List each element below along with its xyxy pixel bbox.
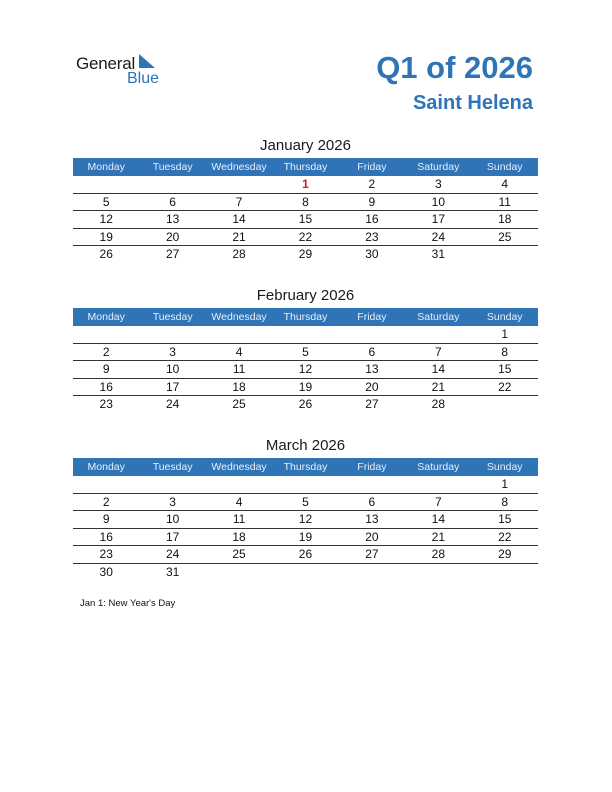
weekday-header xyxy=(73,458,538,476)
day-cell: 17 xyxy=(165,379,180,394)
week-row xyxy=(73,344,538,362)
day-cell: 20 xyxy=(365,529,379,544)
day-cell: 14 xyxy=(232,212,246,226)
weekday-label: Wednesday xyxy=(211,461,267,473)
day-cell xyxy=(472,246,538,263)
week-row xyxy=(73,326,538,344)
day-cell: 12 xyxy=(298,512,313,526)
day-cell: 20 xyxy=(365,379,379,394)
day-cell: 2 xyxy=(102,344,110,359)
day-cell: 2 xyxy=(102,494,110,509)
weekday-label: Wednesday xyxy=(211,161,267,173)
page-title: Q1 of 2026 xyxy=(376,50,533,85)
weekday-label: Saturday xyxy=(417,311,460,323)
day-cell: 25 xyxy=(232,547,246,561)
week-row xyxy=(73,476,538,494)
day-cell xyxy=(206,476,272,493)
day-cell: 7 xyxy=(434,344,442,359)
day-cell: 19 xyxy=(298,529,313,544)
day-cell: 15 xyxy=(498,512,512,526)
month-title: March 2026 xyxy=(265,437,346,454)
day-cell xyxy=(339,326,405,343)
weekday-label: Thursday xyxy=(283,461,328,473)
week-row xyxy=(73,194,538,212)
day-cell: 12 xyxy=(99,212,113,226)
day-cell xyxy=(206,176,272,193)
weekday-label: Wednesday xyxy=(211,311,267,323)
weekday-label: Tuesday xyxy=(152,311,193,323)
day-cell: 30 xyxy=(365,247,379,261)
day-cell: 28 xyxy=(431,397,445,411)
day-cell xyxy=(272,326,338,343)
day-cell: 6 xyxy=(169,194,176,209)
day-cell: 6 xyxy=(368,494,376,509)
day-cell: 22 xyxy=(498,529,512,544)
weekday-label: Sunday xyxy=(486,311,523,323)
day-cell: 18 xyxy=(498,212,512,226)
day-cell xyxy=(272,476,338,493)
day-cell xyxy=(405,326,471,343)
week-row xyxy=(73,494,538,512)
weekday-label: Friday xyxy=(357,461,387,473)
day-cell: 26 xyxy=(99,247,113,261)
week-row xyxy=(73,361,538,379)
week-row xyxy=(73,529,538,547)
weekday-header xyxy=(73,308,538,326)
day-cell: 23 xyxy=(99,397,113,411)
day-cell: 11 xyxy=(232,512,246,526)
day-cell: 17 xyxy=(431,212,445,226)
day-cell: 31 xyxy=(431,247,445,261)
day-cell: 9 xyxy=(368,194,376,209)
day-cell xyxy=(139,326,205,343)
day-cell: 18 xyxy=(232,529,246,544)
day-cell: 11 xyxy=(232,362,246,376)
day-cell: 22 xyxy=(498,379,512,394)
week-row xyxy=(73,229,538,247)
week-row xyxy=(73,546,538,564)
day-cell: 13 xyxy=(365,512,379,526)
day-cell: 4 xyxy=(235,344,243,359)
day-cell: 17 xyxy=(165,529,180,544)
day-cell: 26 xyxy=(298,397,313,411)
day-cell: 5 xyxy=(102,194,110,209)
day-cell: 15 xyxy=(498,362,512,376)
weekday-label: Monday xyxy=(87,311,125,323)
week-row xyxy=(73,511,538,529)
logo xyxy=(76,52,176,92)
day-cell: 3 xyxy=(434,177,442,191)
day-cell: 1 xyxy=(501,477,509,491)
day-cell: 16 xyxy=(99,529,113,544)
day-cell: 25 xyxy=(232,397,246,411)
day-cell: 16 xyxy=(99,379,113,394)
day-cell xyxy=(272,564,338,581)
day-cell: 13 xyxy=(365,362,379,376)
day-cell xyxy=(405,564,471,581)
week-row xyxy=(73,176,538,194)
day-cell xyxy=(206,326,272,343)
day-cell: 29 xyxy=(298,247,313,261)
month-calendar xyxy=(73,436,538,580)
weekday-label: Friday xyxy=(357,161,387,173)
day-cell xyxy=(339,476,405,493)
day-cell: 27 xyxy=(365,397,379,411)
day-cell xyxy=(73,176,139,193)
day-cell: 22 xyxy=(298,229,313,244)
week-row xyxy=(73,379,538,397)
week-row xyxy=(73,246,538,263)
day-cell: 4 xyxy=(501,177,509,191)
day-cell: 10 xyxy=(165,512,180,526)
weekday-label: Sunday xyxy=(486,461,523,473)
weekday-label: Sunday xyxy=(486,161,523,173)
day-cell xyxy=(139,176,205,193)
day-cell: 28 xyxy=(232,247,246,261)
day-cell xyxy=(139,476,205,493)
day-cell: 1 xyxy=(302,177,309,191)
day-cell: 31 xyxy=(165,564,180,579)
weekday-label: Saturday xyxy=(417,161,460,173)
day-cell: 26 xyxy=(298,547,313,561)
day-cell: 6 xyxy=(368,344,376,359)
weekday-label: Friday xyxy=(357,311,387,323)
weekday-label: Saturday xyxy=(417,461,460,473)
week-row xyxy=(73,564,538,581)
logo-triangle-icon xyxy=(139,54,155,68)
day-cell xyxy=(472,564,538,581)
weekday-label: Monday xyxy=(87,461,125,473)
day-cell: 25 xyxy=(498,229,512,244)
day-cell xyxy=(73,326,139,343)
month-calendar xyxy=(73,286,538,413)
weekday-label: Tuesday xyxy=(152,461,193,473)
day-cell: 2 xyxy=(368,177,376,191)
day-cell: 1 xyxy=(501,327,509,341)
day-cell: 3 xyxy=(169,344,176,359)
day-cell xyxy=(73,476,139,493)
weekday-label: Thursday xyxy=(283,311,328,323)
logo-blue-text: Blue xyxy=(127,70,160,87)
day-cell: 10 xyxy=(165,362,180,376)
month-title: January 2026 xyxy=(260,137,351,154)
day-cell xyxy=(339,564,405,581)
day-cell: 12 xyxy=(298,362,313,376)
week-row xyxy=(73,211,538,229)
page-subtitle: Saint Helena xyxy=(412,92,533,114)
day-cell: 7 xyxy=(434,494,442,509)
day-cell: 3 xyxy=(169,494,176,509)
day-cell: 27 xyxy=(165,247,180,261)
day-cell: 21 xyxy=(431,529,445,544)
day-cell: 18 xyxy=(232,379,246,394)
day-cell: 27 xyxy=(365,547,379,561)
day-cell: 5 xyxy=(302,494,309,509)
day-cell: 15 xyxy=(298,212,313,226)
weekday-label: Monday xyxy=(87,161,125,173)
day-cell: 19 xyxy=(99,229,113,244)
day-cell: 24 xyxy=(165,397,180,411)
weekday-header xyxy=(73,158,538,176)
day-cell: 24 xyxy=(165,547,180,561)
weekday-label: Thursday xyxy=(283,161,328,173)
month-title: February 2026 xyxy=(256,287,355,304)
day-cell: 23 xyxy=(365,229,379,244)
day-cell xyxy=(206,564,272,581)
day-cell: 29 xyxy=(498,547,512,561)
day-cell: 21 xyxy=(431,379,445,394)
day-cell: 20 xyxy=(165,229,180,244)
day-cell: 5 xyxy=(302,344,309,359)
day-cell: 23 xyxy=(99,547,113,561)
holiday-note: Jan 1: New Year's Day xyxy=(80,598,176,609)
day-cell: 28 xyxy=(431,547,445,561)
day-cell: 16 xyxy=(365,212,379,226)
day-cell: 7 xyxy=(235,194,243,209)
day-cell: 21 xyxy=(232,229,246,244)
month-calendar xyxy=(73,136,538,263)
day-cell: 11 xyxy=(498,194,511,209)
day-cell: 8 xyxy=(501,494,509,509)
day-cell: 13 xyxy=(165,212,180,226)
day-cell xyxy=(405,476,471,493)
day-cell: 9 xyxy=(102,512,110,526)
day-cell: 10 xyxy=(431,194,445,209)
week-row xyxy=(73,396,538,413)
logo-general-text: General xyxy=(76,54,136,73)
weekday-label: Tuesday xyxy=(152,161,193,173)
day-cell: 14 xyxy=(431,512,445,526)
day-cell: 9 xyxy=(102,362,110,376)
day-cell: 8 xyxy=(302,194,309,209)
day-cell: 24 xyxy=(431,229,445,244)
day-cell: 4 xyxy=(235,494,243,509)
day-cell: 19 xyxy=(298,379,313,394)
day-cell: 30 xyxy=(99,564,113,579)
day-cell xyxy=(472,396,538,413)
day-cell: 8 xyxy=(501,344,509,359)
day-cell: 14 xyxy=(431,362,445,376)
